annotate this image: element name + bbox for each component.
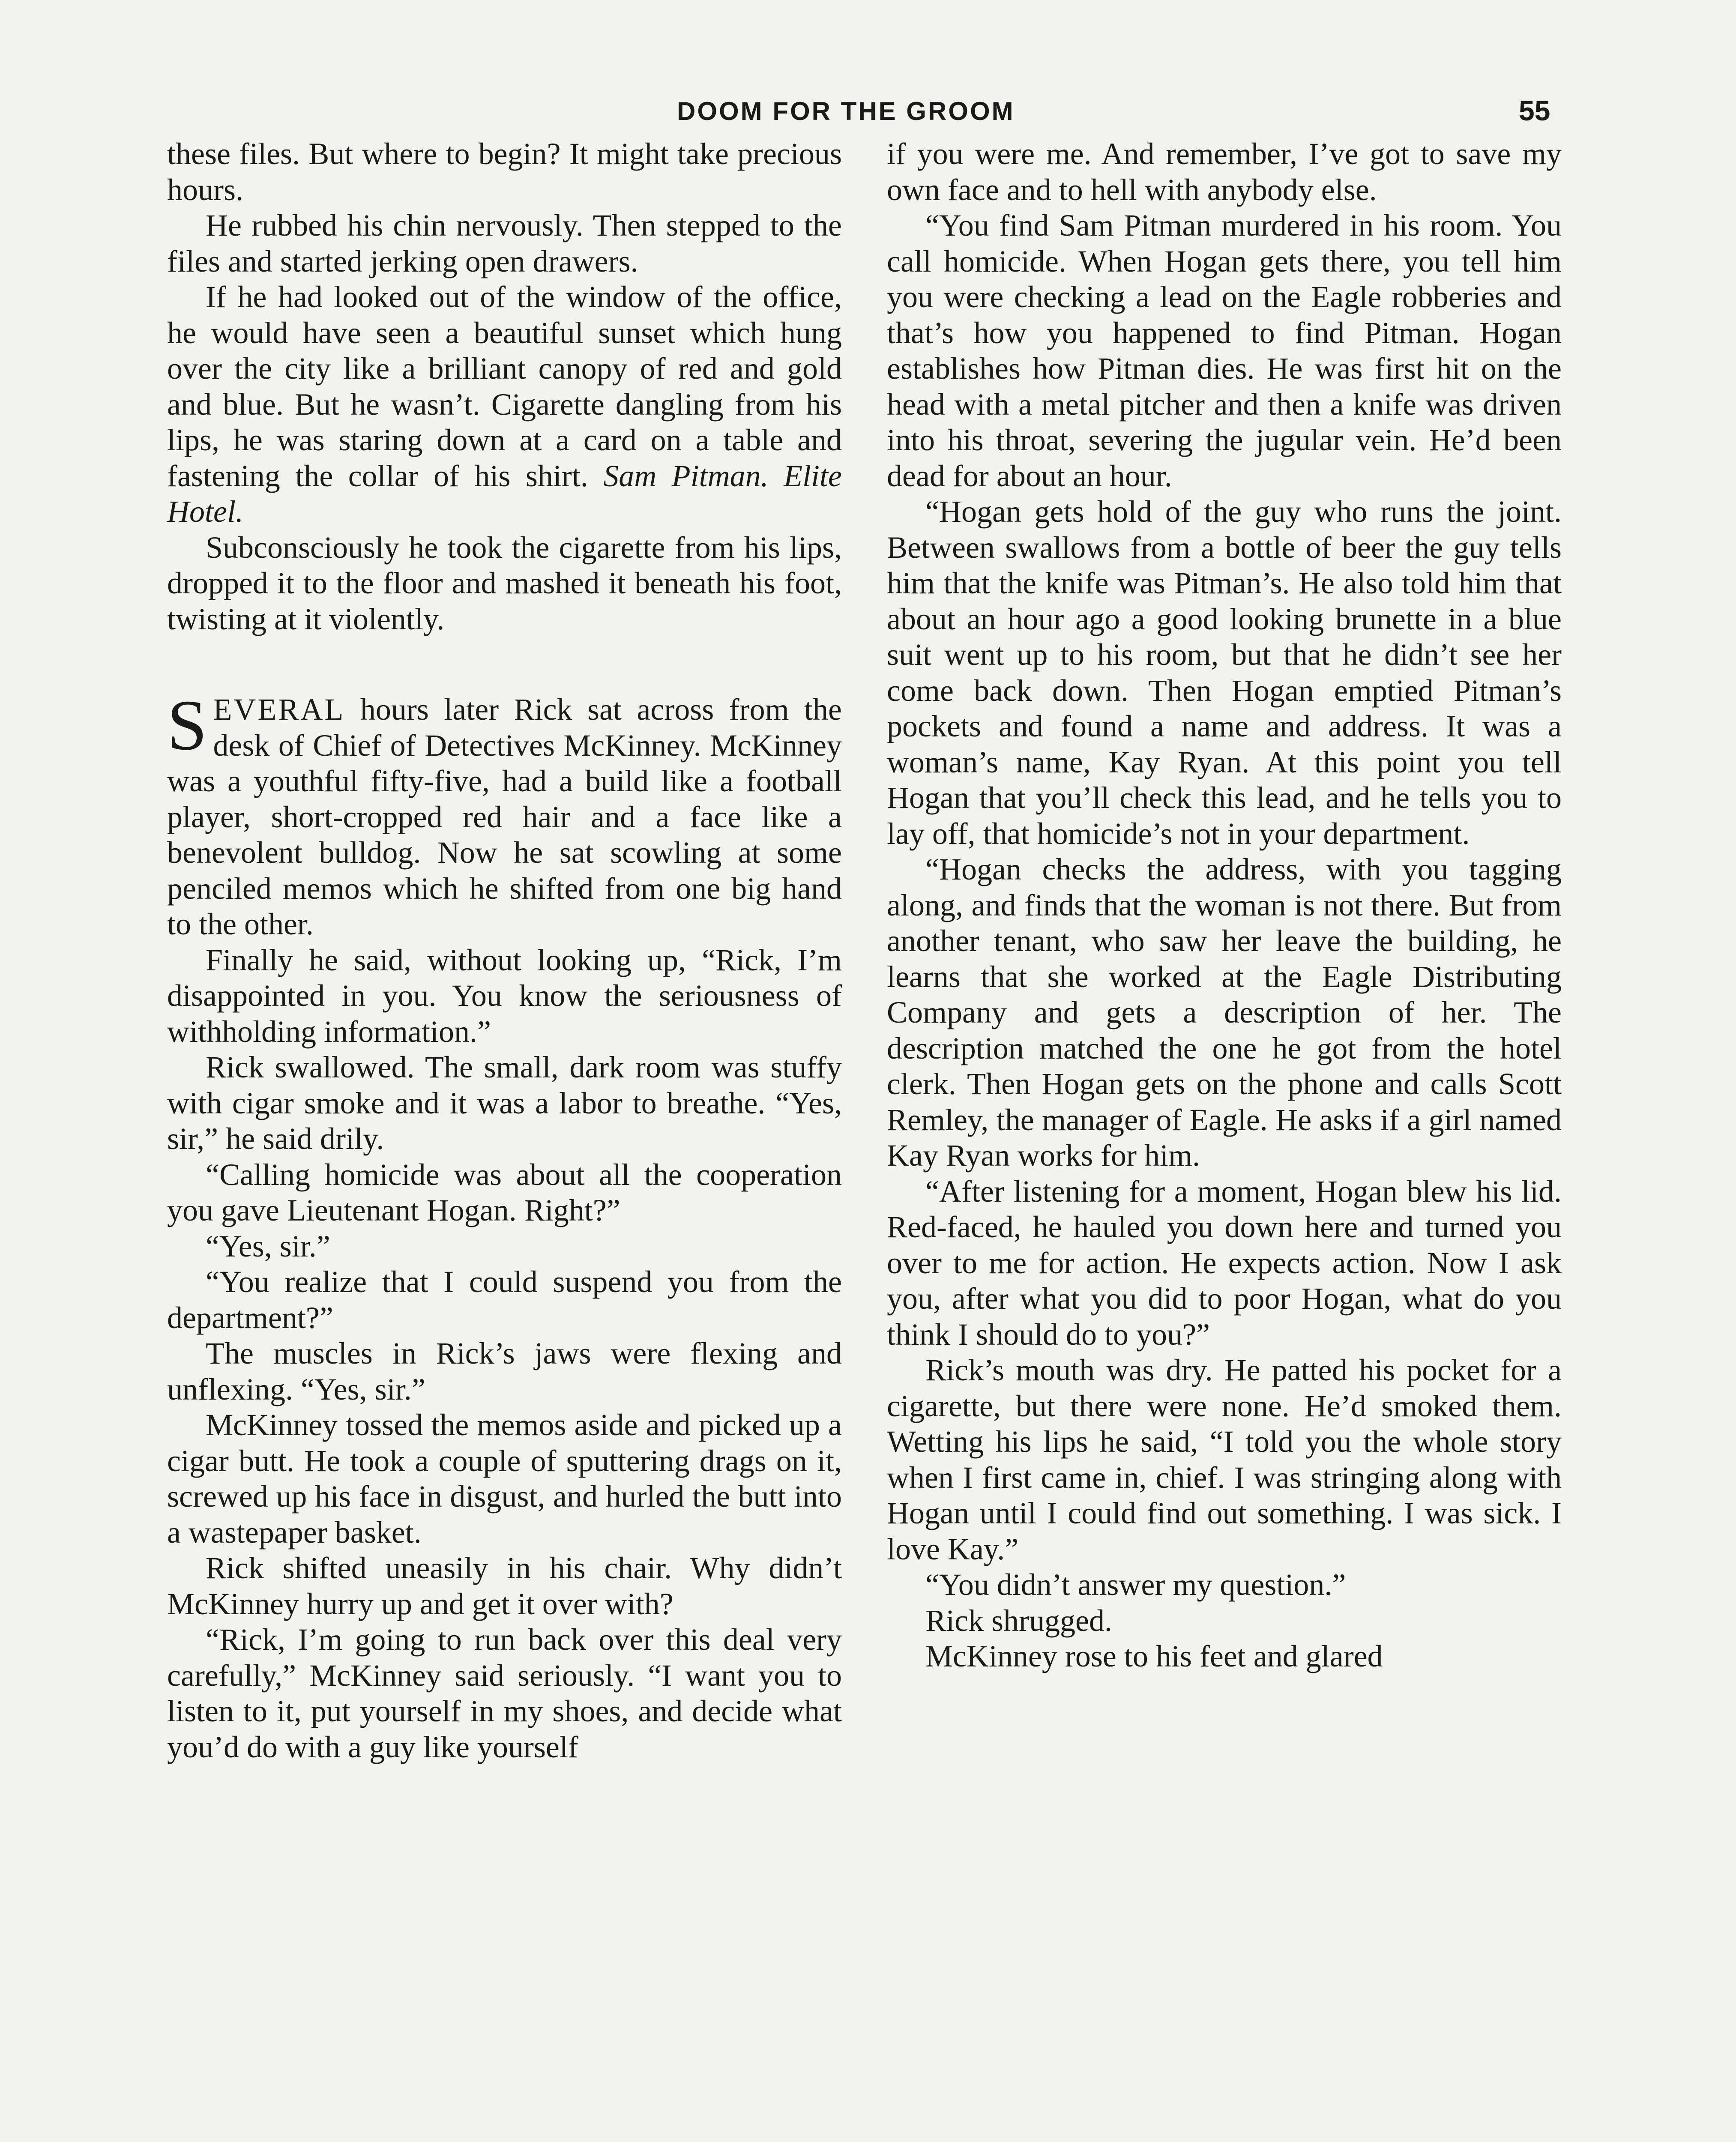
paragraph: these files. But where to begin? It might take precious hours.: [167, 137, 842, 207]
italic-card-text: Sam Pitman. Elite Hotel.: [167, 458, 842, 529]
paragraph: McKinney tossed the memos aside and picked up a cigar butt. He took a couple of sputtering drags on it, screwed up his face in disgust, and hurled the butt into a wastepaper basket.: [167, 1408, 842, 1550]
paragraph: [167, 279, 842, 530]
paragraph: “After listening for a moment, Hogan blew his lid. Red-faced, he hauled you down here and turned you over to me for action. He expects action. Now I ask you, after what you did to poor Hogan, what do you think I should do to you?”: [887, 1174, 1562, 1352]
right-column: [887, 136, 1562, 1675]
paragraph: “Hogan gets hold of the guy who runs the joint. Between swallows from a bottle of beer the guy tells him that the knife was Pitman’s. He also told him that about an hour ago a good looking brunette in a blue suit went up to his room, but that he didn’t see her come back down. Then Hogan emptied Pitman’s pockets and found a name and address. It was a woman’s name, Kay Ryan. At this point you tell Hogan that you’ll check this lead, and he tells you to lay off, that homicide’s not in your department.: [887, 494, 1562, 851]
section-opening-paragraph: [167, 685, 842, 942]
running-title: DOOM FOR THE GROOM: [677, 97, 1015, 126]
paragraph: “You didn’t answer my question.”: [925, 1568, 1346, 1602]
paragraph: McKinney rose to his feet and glared: [925, 1639, 1383, 1673]
paragraph: Rick swallowed. The small, dark room was stuffy with cigar smoke and it was a labor to breathe. “Yes, sir,” he said drily.: [167, 1050, 842, 1156]
paragraph: He rubbed his chin nervously. Then stepped to the files and started jerking open drawers.: [167, 208, 842, 278]
left-column: [167, 136, 842, 1765]
paragraph: Subconsciously he took the cigarette from his lips, dropped it to the floor and mashed it beneath his foot, twisting at it violently.: [167, 530, 842, 636]
paragraph: “You realize that I could suspend you from the department?”: [167, 1265, 842, 1335]
paragraph-text: hours later Rick sat across from the desk of Chief of Detectives McKinney. McKinney was a youthful fifty-five, had a build like a football player, short-cropped red hair and a face like a benevolent bulldog. Now he sat scowling at some penciled memos which he shifted from one big hand to the other.: [167, 692, 842, 941]
paragraph: “Calling homicide was about all the cooperation you gave Lieutenant Hogan. Right?”: [167, 1157, 842, 1227]
paragraph: “Yes, sir.”: [206, 1229, 330, 1263]
drop-cap: S: [167, 685, 207, 765]
paragraph: Finally he said, without looking up, “Rick, I’m disappointed in you. You know the seriousness of withholding information.”: [167, 942, 842, 1049]
paragraph: “You find Sam Pitman murdered in his room. You call homicide. When Hogan gets there, you tell him you were checking a lead on the Eagle robberies and that’s how you happened to find Pitman. Hogan establishes how Pitman dies. He was first hit on the head with a metal pitcher and then a knife was driven into his throat, severing the jugular vein. He’d been dead for about an hour.: [887, 208, 1562, 493]
paragraph: “Hogan checks the address, with you tagging along, and finds that the woman is not there. But from another tenant, who saw her leave the building, he learns that she worked at the Eagle Distributing Company and gets a description of her. The description matched the one he got from the hotel clerk. Then Hogan gets on the phone and calls Scott Remley, the manager of Eagle. He asks if a girl named Kay Ryan works for him.: [887, 852, 1562, 1173]
paragraph: Rick shrugged.: [925, 1603, 1112, 1638]
paragraph: Rick’s mouth was dry. He patted his pocket for a cigarette, but there were none. He’d smoked them. Wetting his lips he said, “I told you the whole story when I first came in, chief. I was stringing along with Hogan until I could find out something. I was sick. I love Kay.”: [887, 1353, 1562, 1566]
lead-in-word: EVERAL: [213, 692, 345, 727]
page-number: 55: [1519, 95, 1550, 126]
paragraph: Rick shifted uneasily in his chair. Why didn’t McKinney hurry up and get it over with?: [167, 1551, 842, 1621]
paragraph-text: If he had looked out of the window of the office, he would have seen a beautiful sunset which hung over the city like a brilliant canopy of red and gold and blue. But he wasn’t. Cigarette dangling from his lips, he was staring down at a card on a table and fastening the collar of his shirt.: [167, 280, 842, 493]
paragraph: The muscles in Rick’s jaws were flexing and unflexing. “Yes, sir.”: [167, 1336, 842, 1406]
paragraph: if you were me. And remember, I’ve got to save my own face and to hell with anybody else.: [887, 137, 1562, 207]
paragraph: “Rick, I’m going to run back over this deal very carefully,” McKinney said seriously. “I want you to listen to it, put yourself in my shoes, and decide what you’d do with a guy like yourself: [167, 1622, 842, 1764]
